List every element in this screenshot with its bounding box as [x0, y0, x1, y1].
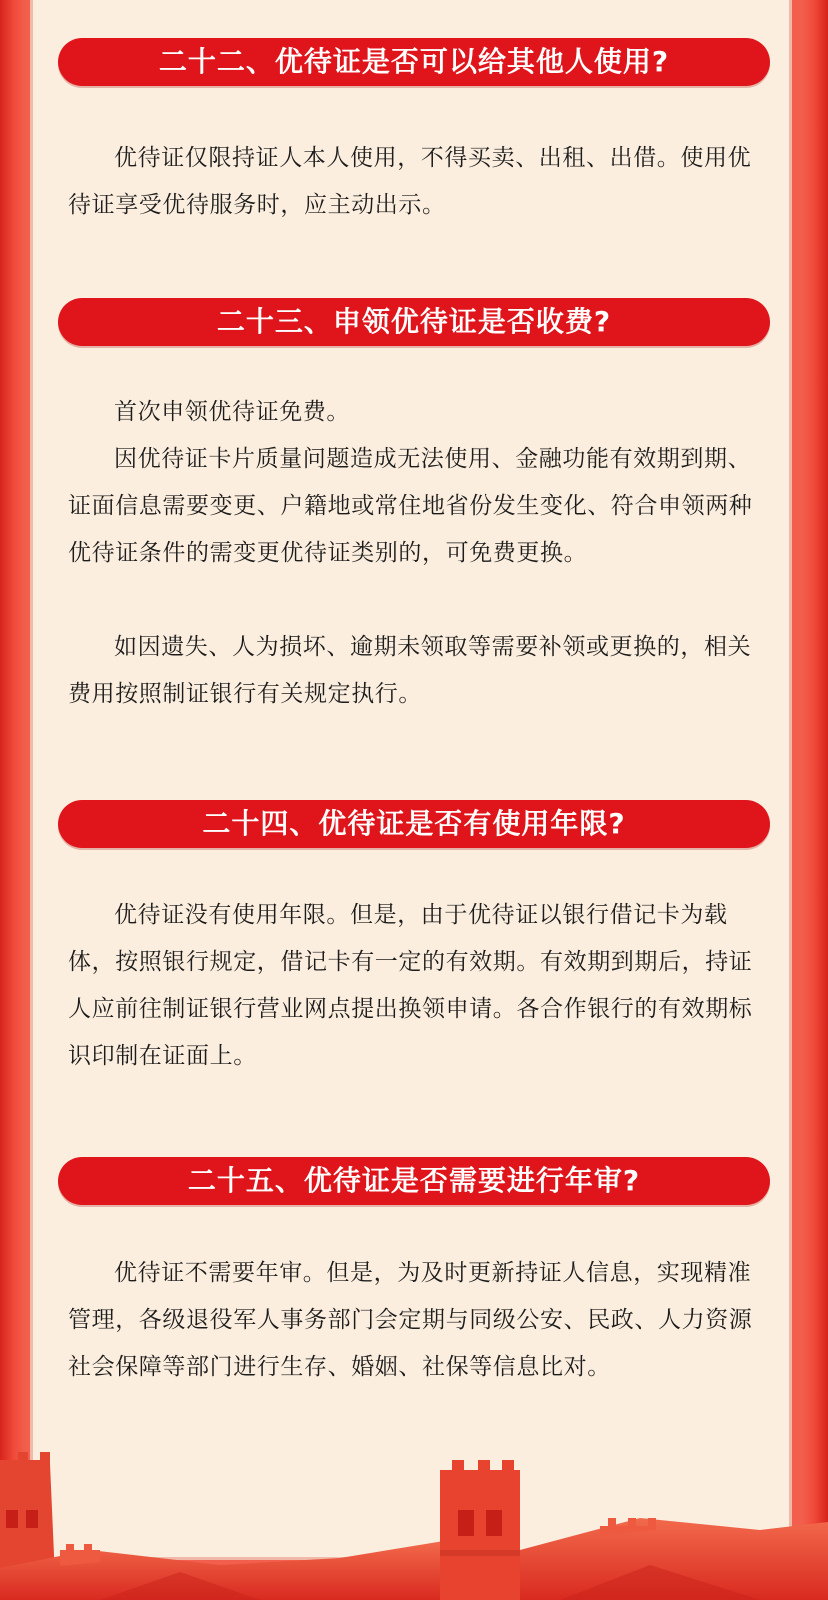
question-22-header: 二十二、优待证是否可以给其他人使用? — [58, 38, 770, 86]
answer-25-paragraph-1: 优待证不需要年审。但是，为及时更新持证人信息，实现精准管理，各级退役军人事务部门会定期与同级公安、民政、人力资源社会保障等部门进行生存、婚姻、社保等信息比对。 — [68, 1260, 753, 1380]
answer-22-paragraph-1: 优待证仅限持证人本人使用，不得买卖、出租、出借。使用优待证享受优待服务时，应主动出示。 — [68, 145, 752, 218]
answer-23-paragraph-1: 首次申领优待证免费。 — [114, 399, 350, 425]
question-24-header: 二十四、优待证是否有使用年限? — [58, 800, 770, 848]
answer-24-paragraph-1: 优待证没有使用年限。但是，由于优待证以银行借记卡为载体，按照银行规定，借记卡有一定的有效期。有效期到期后，持证人应前往制证银行营业网点提出换领申请。各合作银行的有效期标识印制在证面上。 — [68, 902, 753, 1069]
answer-23-paragraph-2: 因优待证卡片质量问题造成无法使用、金融功能有效期到期、证面信息需要变更、户籍地或常住地省份发生变化、符合申领两种优待证条件的需变更优待证类别的，可免费更换。 — [68, 446, 753, 566]
question-23-header: 二十三、申领优待证是否收费? — [58, 298, 770, 346]
answer-23-paragraph-3: 如因遗失、人为损坏、逾期未领取等需要补领或更换的，相关费用按照制证银行有关规定执行。 — [68, 634, 752, 707]
question-25-header: 二十五、优待证是否需要进行年审? — [58, 1157, 770, 1205]
